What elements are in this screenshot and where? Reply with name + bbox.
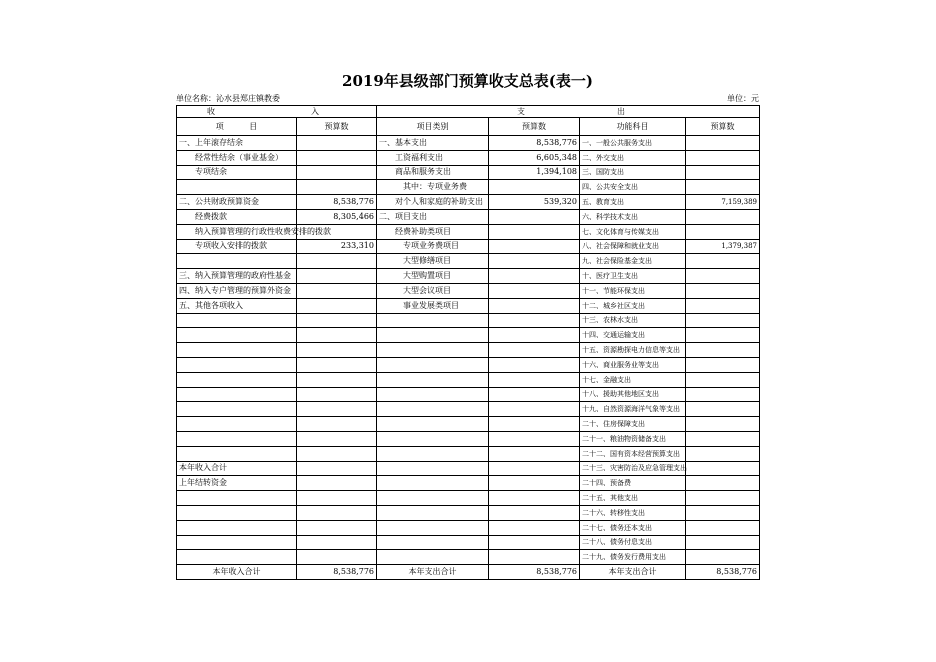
- expense-item-cell: 大型购置项目: [377, 269, 489, 284]
- table-row: [177, 431, 760, 446]
- income-item-cell: [177, 446, 297, 461]
- expense-budget-cell: [489, 505, 580, 520]
- income-item-cell: [177, 357, 297, 372]
- function-budget-cell: [686, 550, 760, 565]
- income-budget-cell: [297, 150, 377, 165]
- col-header-budget-2: 预算数: [489, 118, 580, 136]
- expense-item-cell: 其中：专项业务费: [377, 180, 489, 195]
- expense-budget-cell: [489, 476, 580, 491]
- expense-budget-cell: 6,605,348: [489, 150, 580, 165]
- expense-item-cell: 事业发展类项目: [377, 298, 489, 313]
- function-subject-cell: 十七、金融支出: [580, 372, 686, 387]
- income-item-cell: [177, 491, 297, 506]
- expense-item-cell: [377, 535, 489, 550]
- function-subject-cell: 五、教育支出: [580, 195, 686, 210]
- table-row: [177, 136, 760, 151]
- expense-budget-cell: [489, 254, 580, 269]
- function-subject-cell: 十八、援助其他地区支出: [580, 387, 686, 402]
- income-budget-cell: [297, 535, 377, 550]
- income-item-cell: [177, 431, 297, 446]
- expense-budget-cell: [489, 535, 580, 550]
- expense-budget-cell: [489, 387, 580, 402]
- table-row: [177, 224, 760, 239]
- expense-item-cell: [377, 505, 489, 520]
- function-subject-cell: 二十二、国有资本经营预算支出: [580, 446, 686, 461]
- function-subject-cell: 六、科学技术支出: [580, 209, 686, 224]
- function-subject-cell: 十二、城乡社区支出: [580, 298, 686, 313]
- income-item-cell: [177, 372, 297, 387]
- table-row: [177, 417, 760, 432]
- function-subject-cell: 二十一、粮油物资储备支出: [580, 431, 686, 446]
- col-header-function-subject: 功能科目: [580, 118, 686, 136]
- function-budget-cell: [686, 313, 760, 328]
- expense-item-cell: 大型修缮项目: [377, 254, 489, 269]
- total-income-value: 8,538,776: [297, 565, 377, 580]
- table-row: [177, 402, 760, 417]
- function-subject-cell: 二十九、债务发行费用支出: [580, 550, 686, 565]
- unit-label: 单位：元: [727, 94, 759, 103]
- income-budget-cell: [297, 402, 377, 417]
- expense-budget-cell: [489, 357, 580, 372]
- income-budget-cell: [297, 165, 377, 180]
- table-row: [177, 313, 760, 328]
- function-budget-cell: [686, 283, 760, 298]
- income-item-cell: [177, 550, 297, 565]
- function-budget-cell: [686, 417, 760, 432]
- table-row: [177, 372, 760, 387]
- income-item-cell: 五、其他各项收入: [177, 298, 297, 313]
- table-row: [177, 209, 760, 224]
- function-budget-cell: [686, 520, 760, 535]
- expense-budget-cell: [489, 417, 580, 432]
- expense-budget-cell: [489, 224, 580, 239]
- function-subject-cell: 二十六、转移性支出: [580, 505, 686, 520]
- table-row: [177, 239, 760, 254]
- function-budget-cell: [686, 476, 760, 491]
- table-row: [177, 491, 760, 506]
- function-budget-cell: [686, 461, 760, 476]
- expense-item-cell: [377, 520, 489, 535]
- function-subject-cell: 十五、资源勘探电力信息等支出: [580, 343, 686, 358]
- income-budget-cell: [297, 372, 377, 387]
- expense-budget-cell: 8,538,776: [489, 136, 580, 151]
- table-row: [177, 357, 760, 372]
- income-budget-cell: [297, 357, 377, 372]
- income-item-cell: [177, 343, 297, 358]
- expense-budget-cell: [489, 209, 580, 224]
- income-item-cell: [177, 520, 297, 535]
- income-budget-cell: [297, 283, 377, 298]
- expense-budget-cell: [489, 520, 580, 535]
- function-budget-cell: [686, 209, 760, 224]
- income-budget-cell: [297, 461, 377, 476]
- col-header-item: 项 目: [177, 118, 297, 136]
- table-row: [177, 150, 760, 165]
- function-subject-cell: 二十、住房保障支出: [580, 417, 686, 432]
- function-subject-cell: 一、一般公共服务支出: [580, 136, 686, 151]
- function-subject-cell: 八、社会保障和就业支出: [580, 239, 686, 254]
- income-budget-cell: [297, 505, 377, 520]
- function-budget-cell: [686, 357, 760, 372]
- table-row: [177, 343, 760, 358]
- income-budget-cell: [297, 417, 377, 432]
- table-row: [177, 195, 760, 210]
- page-title: 2019年县级部门预算收支总表(表一): [342, 72, 593, 90]
- income-budget-cell: [297, 491, 377, 506]
- income-header: [177, 106, 377, 118]
- expense-item-cell: [377, 550, 489, 565]
- table-row: [177, 269, 760, 284]
- function-subject-cell: 二十五、其他支出: [580, 491, 686, 506]
- income-budget-cell: [297, 254, 377, 269]
- function-subject-cell: 十九、自然资源海洋气象等支出: [580, 402, 686, 417]
- income-budget-cell: 8,538,776: [297, 195, 377, 210]
- income-budget-cell: 233,310: [297, 239, 377, 254]
- income-budget-cell: [297, 446, 377, 461]
- income-item-cell: [177, 505, 297, 520]
- expense-item-cell: 专项业务费项目: [377, 239, 489, 254]
- expense-item-cell: 一、基本支出: [377, 136, 489, 151]
- expense-item-cell: [377, 328, 489, 343]
- expense-budget-cell: [489, 431, 580, 446]
- function-budget-cell: [686, 180, 760, 195]
- totals-row: [177, 565, 760, 580]
- unit-name: 单位名称：沁水县郑庄镇教委: [176, 94, 280, 103]
- expense-budget-cell: [489, 328, 580, 343]
- expense-budget-cell: [489, 269, 580, 284]
- income-item-cell: [177, 535, 297, 550]
- table-row: [177, 328, 760, 343]
- expense-budget-cell: [489, 446, 580, 461]
- income-budget-cell: [297, 550, 377, 565]
- function-budget-cell: 7,159,389: [686, 195, 760, 210]
- income-budget-cell: [297, 328, 377, 343]
- income-header-left: 收: [207, 107, 215, 116]
- expense-budget-cell: [489, 372, 580, 387]
- table-row: [177, 254, 760, 269]
- expense-item-cell: [377, 491, 489, 506]
- income-item-cell: 三、纳入预算管理的政府性基金: [177, 269, 297, 284]
- function-subject-cell: 十六、商业服务业等支出: [580, 357, 686, 372]
- income-budget-cell: 8,305,466: [297, 209, 377, 224]
- income-budget-cell: [297, 476, 377, 491]
- income-item-cell: 上年结转资金: [177, 476, 297, 491]
- function-subject-cell: 三、国防支出: [580, 165, 686, 180]
- function-subject-cell: 二、外交支出: [580, 150, 686, 165]
- expense-budget-cell: [489, 180, 580, 195]
- income-budget-cell: [297, 387, 377, 402]
- expense-budget-cell: 1,394,108: [489, 165, 580, 180]
- function-subject-cell: 四、公共安全支出: [580, 180, 686, 195]
- expense-item-cell: [377, 476, 489, 491]
- income-budget-cell: [297, 136, 377, 151]
- function-budget-cell: [686, 224, 760, 239]
- expense-item-cell: [377, 313, 489, 328]
- function-budget-cell: [686, 505, 760, 520]
- income-item-cell: 经费拨款: [177, 209, 297, 224]
- income-item-cell: 纳入预算管理的行政性收费安排的拨款: [177, 224, 297, 239]
- function-budget-cell: [686, 254, 760, 269]
- function-subject-cell: 二十四、预备费: [580, 476, 686, 491]
- function-budget-cell: [686, 402, 760, 417]
- function-budget-cell: 1,379,387: [686, 239, 760, 254]
- income-item-cell: [177, 417, 297, 432]
- function-subject-cell: 十、医疗卫生支出: [580, 269, 686, 284]
- income-budget-cell: [297, 431, 377, 446]
- expense-budget-cell: [489, 491, 580, 506]
- budget-table: [176, 105, 760, 580]
- col-header-item-type: 项目类别: [377, 118, 489, 136]
- expense-header-right: 出: [617, 107, 625, 116]
- total-function-label: 本年支出合计: [580, 565, 686, 580]
- function-budget-cell: [686, 387, 760, 402]
- expense-item-cell: 对个人和家庭的补助支出: [377, 195, 489, 210]
- total-income-label: 本年收入合计: [177, 565, 297, 580]
- expense-budget-cell: [489, 298, 580, 313]
- expense-item-cell: [377, 402, 489, 417]
- function-subject-cell: 十三、农林水支出: [580, 313, 686, 328]
- function-budget-cell: [686, 431, 760, 446]
- expense-item-cell: [377, 461, 489, 476]
- income-item-cell: [177, 387, 297, 402]
- table-row: [177, 505, 760, 520]
- income-item-cell: [177, 313, 297, 328]
- income-budget-cell: [297, 180, 377, 195]
- expense-budget-cell: [489, 461, 580, 476]
- income-item-cell: 本年收入合计: [177, 461, 297, 476]
- expense-budget-cell: 539,320: [489, 195, 580, 210]
- function-budget-cell: [686, 136, 760, 151]
- income-item-cell: 二、公共财政预算资金: [177, 195, 297, 210]
- function-budget-cell: [686, 150, 760, 165]
- table-row: [177, 461, 760, 476]
- expense-item-cell: [377, 357, 489, 372]
- total-expense-label: 本年支出合计: [377, 565, 489, 580]
- total-function-value: 8,538,776: [686, 565, 760, 580]
- expense-header: [377, 106, 760, 118]
- function-budget-cell: [686, 269, 760, 284]
- function-subject-cell: 十四、交通运输支出: [580, 328, 686, 343]
- total-expense-value: 8,538,776: [489, 565, 580, 580]
- function-subject-cell: 十一、节能环保支出: [580, 283, 686, 298]
- header-row-2: [177, 118, 760, 136]
- income-budget-cell: [297, 343, 377, 358]
- function-budget-cell: [686, 328, 760, 343]
- table-row: [177, 387, 760, 402]
- expense-budget-cell: [489, 550, 580, 565]
- income-header-right: 入: [311, 107, 319, 116]
- table-row: [177, 535, 760, 550]
- col-header-budget-3: 预算数: [686, 118, 760, 136]
- expense-budget-cell: [489, 402, 580, 417]
- expense-item-cell: 二、项目支出: [377, 209, 489, 224]
- expense-budget-cell: [489, 239, 580, 254]
- income-budget-cell: [297, 520, 377, 535]
- function-budget-cell: [686, 446, 760, 461]
- table-row: [177, 180, 760, 195]
- table-row: [177, 283, 760, 298]
- expense-item-cell: [377, 343, 489, 358]
- col-header-budget: 预算数: [297, 118, 377, 136]
- expense-budget-cell: [489, 283, 580, 298]
- income-budget-cell: [297, 298, 377, 313]
- expense-item-cell: [377, 431, 489, 446]
- table-row: [177, 165, 760, 180]
- function-budget-cell: [686, 343, 760, 358]
- table-row: [177, 446, 760, 461]
- income-item-cell: [177, 328, 297, 343]
- expense-item-cell: [377, 446, 489, 461]
- table-row: [177, 298, 760, 313]
- income-item-cell: [177, 180, 297, 195]
- income-budget-cell: [297, 313, 377, 328]
- income-item-cell: [177, 254, 297, 269]
- income-item-cell: 专项结余: [177, 165, 297, 180]
- income-item-cell: 四、纳入专户管理的预算外资金: [177, 283, 297, 298]
- income-item-cell: 专项收入安排的拨款: [177, 239, 297, 254]
- income-budget-cell: [297, 269, 377, 284]
- income-item-cell: 一、上年滚存结余: [177, 136, 297, 151]
- income-item-cell: 经常性结余（事业基金）: [177, 150, 297, 165]
- expense-item-cell: [377, 417, 489, 432]
- header-row-1: [177, 106, 760, 118]
- function-subject-cell: 二十三、灾害防治及应急管理支出: [580, 461, 686, 476]
- table-row: [177, 520, 760, 535]
- table-row: [177, 476, 760, 491]
- expense-item-cell: 经费补助类项目: [377, 224, 489, 239]
- expense-header-left: 支: [517, 107, 525, 116]
- expense-budget-cell: [489, 343, 580, 358]
- function-budget-cell: [686, 535, 760, 550]
- expense-budget-cell: [489, 313, 580, 328]
- table-row: [177, 550, 760, 565]
- function-budget-cell: [686, 298, 760, 313]
- expense-item-cell: 工资福利支出: [377, 150, 489, 165]
- expense-item-cell: [377, 372, 489, 387]
- function-budget-cell: [686, 491, 760, 506]
- function-subject-cell: 二十七、债务还本支出: [580, 520, 686, 535]
- function-subject-cell: 二十八、债务付息支出: [580, 535, 686, 550]
- expense-item-cell: 大型会议项目: [377, 283, 489, 298]
- income-item-cell: [177, 402, 297, 417]
- expense-item-cell: [377, 387, 489, 402]
- expense-item-cell: 商品和服务支出: [377, 165, 489, 180]
- function-subject-cell: 九、社会保险基金支出: [580, 254, 686, 269]
- function-budget-cell: [686, 372, 760, 387]
- function-budget-cell: [686, 165, 760, 180]
- function-subject-cell: 七、文化体育与传媒支出: [580, 224, 686, 239]
